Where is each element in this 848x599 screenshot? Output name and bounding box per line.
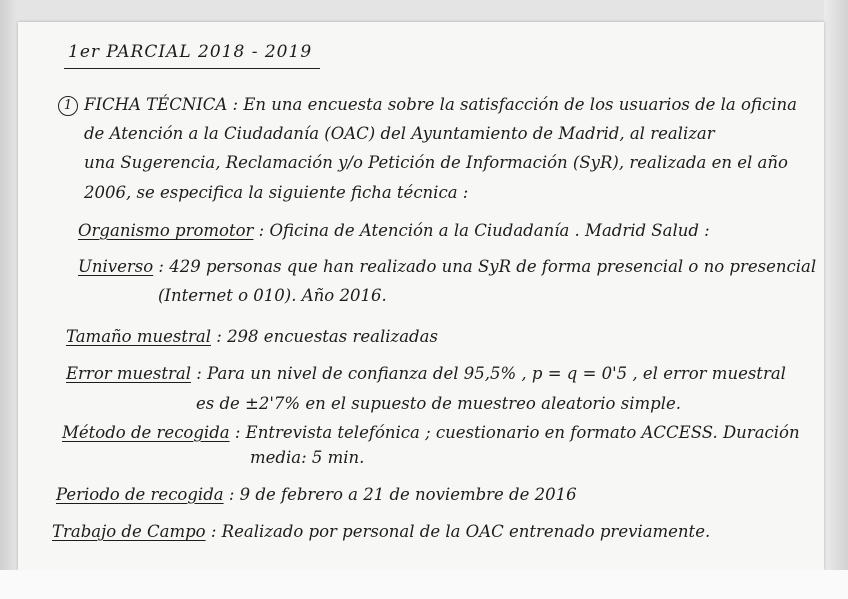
field-separator: : bbox=[191, 364, 208, 383]
field-periodo-recogida bbox=[56, 485, 577, 505]
field-value: Para un nivel de confianza del 95,5% , p = q = 0'5 , el error muestral bbox=[207, 364, 786, 383]
field-label: Tamaño muestral bbox=[66, 327, 211, 346]
intro-line: FICHA TÉCNICA : En una encuesta sobre la satisfacción de los usuarios de la oficina bbox=[84, 95, 797, 114]
field-value: Entrevista telefónica ; cuestionario en formato ACCESS. Duración bbox=[245, 423, 800, 442]
field-universo-cont: (Internet o 010). Año 2016. bbox=[158, 286, 387, 305]
field-metodo-recogida bbox=[62, 423, 800, 443]
field-separator: : bbox=[223, 485, 240, 504]
intro-line: una Sugerencia, Reclamación y/o Petición de Información (SyR), realizada en el año bbox=[84, 153, 788, 172]
field-trabajo-campo bbox=[52, 522, 710, 542]
field-label: Universo bbox=[78, 257, 154, 276]
field-value: Realizado por personal de la OAC entrenado previamente. bbox=[221, 522, 711, 541]
field-tamano-muestral bbox=[66, 327, 438, 347]
field-value: Oficina de Atención a la Ciudadanía . Madrid Salud : bbox=[269, 221, 710, 240]
field-label: Organismo promotor bbox=[78, 221, 254, 240]
field-organismo-promotor bbox=[78, 221, 710, 241]
field-separator: : bbox=[229, 423, 246, 442]
question-number-badge: 1 bbox=[58, 96, 78, 116]
field-label: Método de recogida bbox=[62, 423, 230, 442]
page-title: 1er PARCIAL 2018 - 2019 bbox=[68, 42, 313, 62]
field-label: Trabajo de Campo bbox=[52, 522, 206, 541]
field-error-muestral-cont: es de ±2'7% en el supuesto de muestreo aleatorio simple. bbox=[196, 394, 681, 413]
title-underline bbox=[64, 68, 320, 69]
field-separator: : bbox=[205, 522, 222, 541]
field-error-muestral bbox=[66, 364, 786, 384]
field-label: Error muestral bbox=[66, 364, 192, 383]
field-value: 298 encuestas realizadas bbox=[227, 327, 438, 346]
intro-line: de Atención a la Ciudadanía (OAC) del Ayuntamiento de Madrid, al realizar bbox=[84, 124, 715, 143]
intro-line: 2006, se especifica la siguiente ficha técnica : bbox=[84, 183, 469, 202]
field-value: 429 personas que han realizado una SyR de forma presencial o no presencial bbox=[169, 257, 817, 276]
page-edge-right bbox=[824, 0, 848, 599]
field-universo bbox=[78, 257, 816, 277]
page-edge-left bbox=[0, 0, 18, 599]
field-value: 9 de febrero a 21 de noviembre de 2016 bbox=[239, 485, 577, 504]
field-label: Periodo de recogida bbox=[56, 485, 224, 504]
bottom-margin bbox=[0, 570, 848, 599]
field-separator: : bbox=[153, 257, 170, 276]
field-separator: : bbox=[211, 327, 228, 346]
field-metodo-recogida-cont: media: 5 min. bbox=[250, 448, 365, 467]
field-separator: : bbox=[253, 221, 270, 240]
